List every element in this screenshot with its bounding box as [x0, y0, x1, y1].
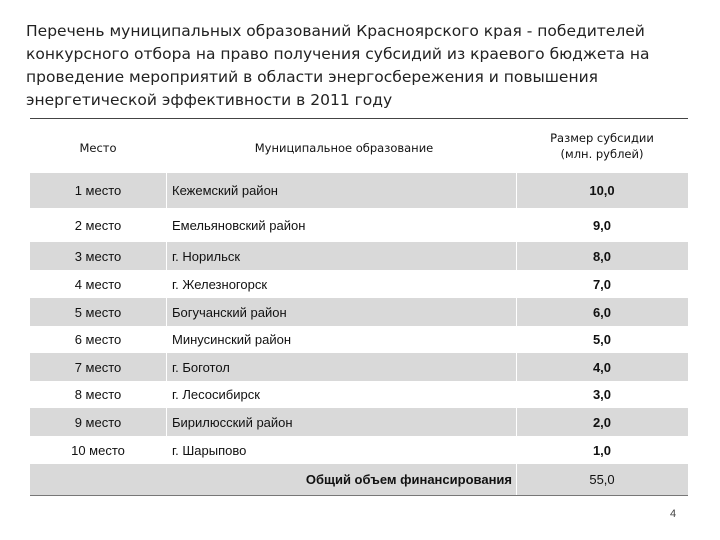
row-subsidy: 9,0 [592, 217, 612, 233]
row-subsidy: 5,0 [592, 332, 612, 347]
row-municipality: Кежемский район [172, 183, 278, 198]
total-label: Общий объем финансирования [305, 472, 512, 487]
row-place: 7 место [74, 359, 122, 375]
table-row [30, 270, 688, 298]
row-municipality: Минусинский район [172, 332, 292, 347]
page-number: 4 [670, 508, 677, 520]
table-header-row [30, 119, 688, 173]
row-municipality: Емельяновский район [172, 217, 306, 233]
row-place: 3 место [74, 248, 122, 264]
row-place: 10 место [71, 442, 125, 458]
header-place: Место [79, 141, 117, 155]
table-total-row [30, 464, 688, 495]
row-subsidy: 7,0 [592, 276, 612, 292]
row-subsidy: 6,0 [592, 304, 612, 320]
row-municipality: г. Железногорск [172, 276, 268, 292]
table-row [30, 208, 688, 242]
row-municipality: г. Норильск [172, 248, 241, 264]
row-municipality: Богучанский район [172, 304, 287, 320]
row-place: 5 место [74, 304, 122, 320]
row-municipality: г. Лесосибирск [172, 387, 260, 402]
table-row [30, 353, 688, 381]
row-place: 1 место [74, 183, 122, 198]
page-title: Перечень муниципальных образований Красноярского края - победителей конкурсного отбора на право получения субсидий из краевого бюджета на проведение мероприятий в области энергосбережения и повышения энергетической эффективности в 2011 году [26, 22, 650, 109]
row-subsidy: 4,0 [592, 359, 612, 375]
row-subsidy: 2,0 [592, 414, 612, 430]
row-place: 9 место [74, 414, 122, 430]
row-subsidy: 1,0 [592, 442, 612, 458]
table-bottom-rule [30, 495, 688, 496]
row-subsidy: 8,0 [592, 248, 612, 264]
row-municipality: г. Шарыпово [172, 442, 247, 458]
total-value: 55,0 [589, 472, 615, 487]
table-row [30, 436, 688, 464]
row-municipality: г. Боготол [172, 359, 230, 375]
row-subsidy: 10,0 [589, 183, 615, 198]
table-row [30, 408, 688, 436]
table-row [30, 298, 688, 326]
header-subsidy-line2: (млн. рублей) [560, 147, 644, 161]
table-row [30, 381, 688, 408]
table-row [30, 326, 688, 353]
row-municipality: Бирилюсский район [172, 414, 293, 430]
row-place: 2 место [74, 217, 122, 233]
row-subsidy: 3,0 [592, 387, 612, 402]
header-subsidy-line1: Размер субсидии [550, 131, 654, 145]
table-row [30, 173, 688, 208]
table-row [30, 242, 688, 270]
row-place: 4 место [74, 276, 122, 292]
header-municipality: Муниципальное образование [254, 141, 434, 155]
row-place: 6 место [74, 332, 122, 347]
row-place: 8 место [74, 387, 122, 402]
